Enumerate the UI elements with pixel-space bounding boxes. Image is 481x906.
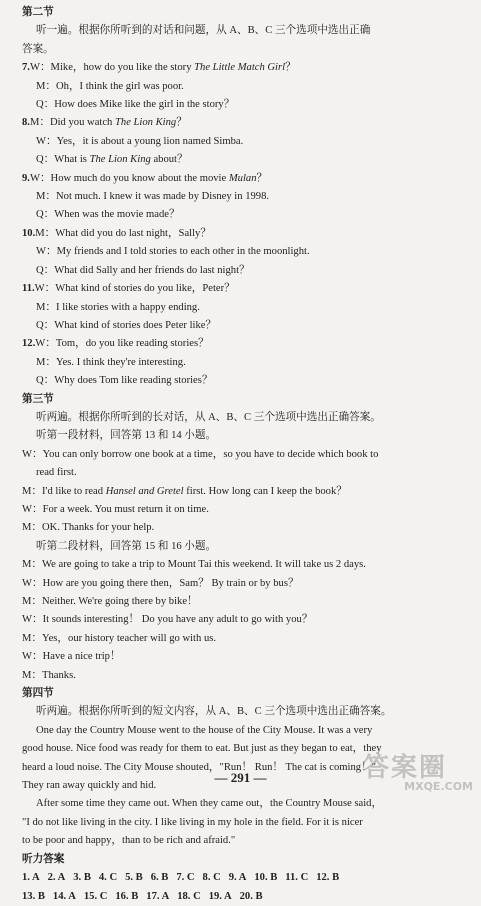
dialogue-2-line-1: M：We are going to take a trip to Mount Tai this weekend. It will take us 2 days. [22, 559, 366, 571]
answer-item: 15. C [83, 890, 108, 902]
dialogue-1-line-2: M：I'd like to read Hansel and Gretel first. How long can I keep the book？ [22, 485, 347, 497]
answer-item: 3. B [73, 872, 91, 884]
question-8-line-1: 8.M：Did you watch The Lion King？ [22, 117, 187, 129]
answer-item: 11. C [285, 872, 309, 884]
question-9-line-2: M：Not much. I knew it was made by Disney in 1998. [36, 191, 270, 203]
answer-item: 20. B [239, 890, 263, 902]
question-10-line-3: Q：What did Sally and her friends do last night？ [36, 264, 250, 276]
answer-item: 6. B [150, 872, 169, 884]
dialogue-1-line-1-cont: read first. [36, 467, 77, 479]
section-2-instructions: 听一遍。根据你所听到的对话和问题，从 A、B、C 三个选项中选出正确 [36, 25, 371, 37]
question-7-line-3: Q：How does Mike like the girl in the story？ [36, 99, 235, 111]
answers-row-1 [22, 869, 465, 887]
passage-line-1: One day the Country Mouse went to the house of the City Mouse. It was a very [36, 724, 373, 736]
question-7-line-2: M：Oh，I think the girl was poor. [36, 80, 184, 92]
answer-item: 16. B [115, 890, 139, 902]
answer-item: 9. A [228, 872, 247, 884]
section-3-title: 第三节 [22, 393, 54, 405]
passage-line-3: heard a loud noise. The City Mouse shouted，"Run！ Run！ The cat is coming！" [22, 761, 376, 773]
watermark-text: 答案圈 [363, 753, 448, 783]
answer-item: 5. B [125, 872, 143, 884]
question-9-line-1: 9.W：How much do you know about the movie Mulan？ [22, 172, 268, 184]
question-10-line-1: 10.M：What did you do last night，Sally？ [22, 227, 211, 239]
dialogue-2-line-2: W：How are you going there then，Sam？ By train or by bus？ [22, 577, 299, 589]
passage-line-4: They ran away quickly and hid. [22, 780, 157, 792]
answer-item: 14. A [52, 890, 76, 902]
answer-item: 17. A [146, 890, 170, 902]
passage-line-5: After some time they came out. When they came out，the Country Mouse said， [36, 798, 383, 810]
question-12-line-3: Q：Why does Tom like reading stories？ [36, 375, 213, 387]
section-2-title: 第二节 [22, 7, 54, 18]
answer-item: 4. C [98, 872, 118, 884]
section-4-instructions: 听两遍。根据你所听到的短文内容，从 A、B、C 三个选项中选出正确答案。 [36, 706, 392, 718]
question-8-line-3: Q：What is The Lion King about？ [36, 154, 188, 166]
dialogue-1-line-4: M：OK. Thanks for your help. [22, 522, 155, 534]
question-11-line-3: Q：What kind of stories does Peter like？ [36, 319, 217, 331]
passage-line-2: good house. Nice food was ready for them to eat. But just as they began to eat，they [22, 743, 382, 755]
passage-line-7: to be poor and happy，than to be rich and afraid." [22, 835, 236, 847]
dialogue-2-line-5: M：Yes，our history teacher will go with us. [22, 632, 217, 644]
question-12-line-1: 12.W：Tom，do you like reading stories？ [22, 338, 209, 350]
answers-title: 听力答案 [22, 853, 65, 865]
question-11-line-1: 11.W：What kind of stories do you like，Peter？ [22, 283, 235, 295]
dialogue-2-line-4: W：It sounds interesting！ Do you have any adult to go with you？ [22, 614, 313, 626]
dialogue-1-line-1: W：You can only borrow one book at a time，so you have to decide which book to [22, 448, 379, 460]
page-number: — 291 — [214, 770, 267, 785]
answer-item: 8. C [202, 872, 221, 884]
answer-item: 10. B [254, 872, 278, 884]
question-12-line-2: M：Yes. I think they're interesting. [36, 356, 186, 368]
section-3-instructions: 听两遍。根据你所听到的长对话，从 A、B、C 三个选项中选出正确答案。 [36, 411, 381, 423]
watermark-logo [363, 747, 473, 795]
section-4-title: 第四节 [22, 688, 54, 700]
material-2-label: 听第二段材料，回答第 15 和 16 小题。 [36, 540, 217, 552]
answers-row-2 [22, 888, 465, 906]
dialogue-1-line-3: W：For a week. You must return it on time. [22, 503, 209, 515]
answer-item: 12. B [316, 872, 340, 884]
answer-item: 18. C [177, 890, 201, 902]
watermark-url: MXQE.COM [404, 780, 473, 793]
question-7-line-1: 7.W：Mike，how do you like the story The Little Match Girl？ [22, 62, 296, 74]
dialogue-2-line-3: M：Neither. We're going there by bike！ [22, 596, 198, 607]
passage-line-6: "I do not like living in the city. I like living in my hole in the field. For it is nicer [22, 816, 363, 828]
answer-item: 2. A [47, 872, 66, 884]
dialogue-2-line-6: W：Have a nice trip！ [22, 651, 121, 663]
answer-item: 13. B [22, 890, 45, 902]
question-8-line-2: W：Yes，it is about a young lion named Simba. [36, 135, 244, 147]
material-1-label: 听第一段材料，回答第 13 和 14 小题。 [36, 430, 217, 442]
answer-item: 19. A [208, 890, 232, 902]
question-11-line-2: M：I like stories with a happy ending. [36, 301, 200, 313]
section-2-instructions-cont: 答案。 [22, 43, 54, 55]
question-9-line-3: Q：When was the movie made？ [36, 209, 180, 221]
answer-item: 1. A [22, 872, 40, 884]
question-10-line-2: W：My friends and I told stories to each other in the moonlight. [36, 246, 310, 258]
answer-item: 7. C [176, 872, 195, 884]
dialogue-2-line-7: M：Thanks. [22, 669, 76, 681]
